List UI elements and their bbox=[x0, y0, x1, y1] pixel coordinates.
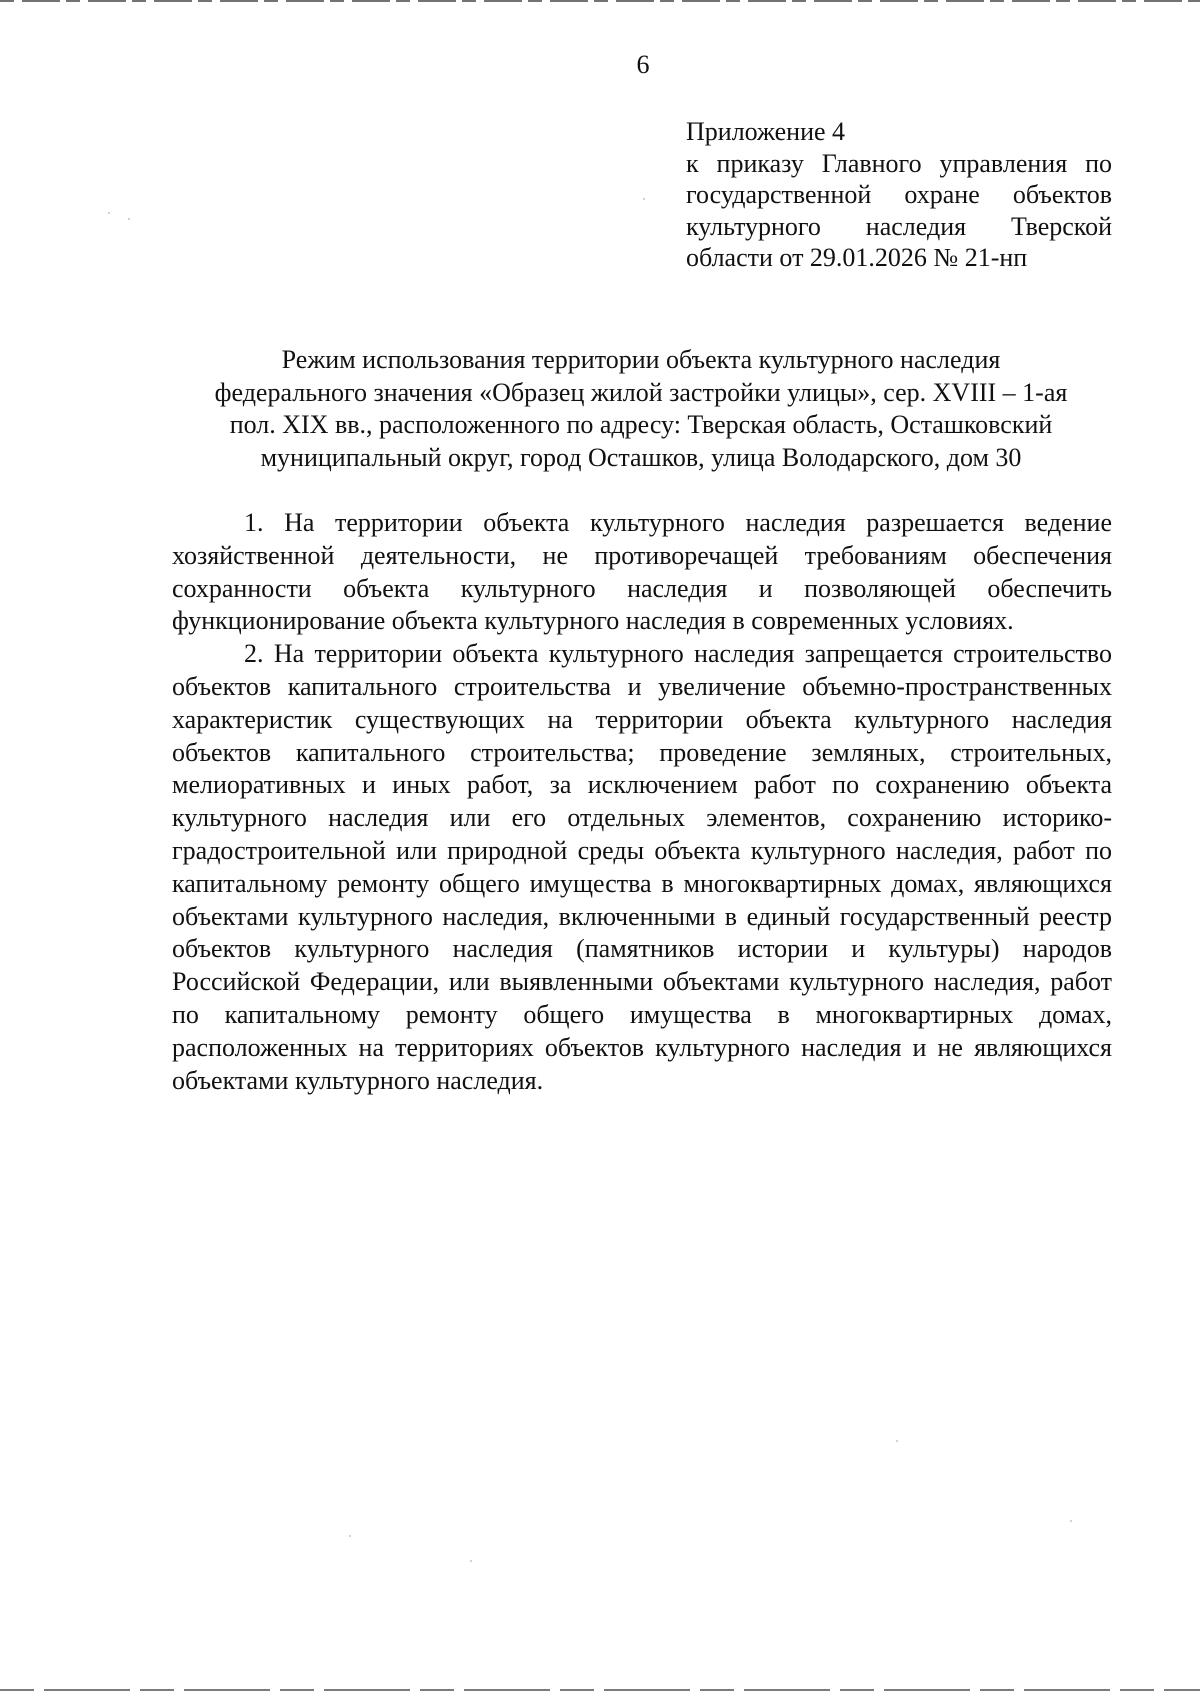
appendix-line: государственной охране объектов bbox=[686, 180, 1112, 209]
appendix-line: к приказу Главного управления по bbox=[686, 148, 1112, 178]
scan-edge-bottom bbox=[0, 1689, 1200, 1691]
appendix-title: Приложение 4 bbox=[686, 117, 846, 146]
scan-speck bbox=[470, 1560, 472, 1562]
scan-speck bbox=[349, 1535, 351, 1537]
document-body bbox=[172, 507, 1112, 1097]
scan-speck bbox=[128, 218, 130, 220]
document-title-line: федерального значения «Образец жилой застройки улицы», сер. XVIII – 1-ая bbox=[214, 377, 1068, 407]
document-title-line: пол. XIX вв., расположенного по адресу: Тверская область, Осташковский bbox=[229, 410, 1053, 439]
document-title bbox=[170, 344, 1112, 474]
scan-edge-top bbox=[0, 0, 1200, 2]
appendix-line: культурного наследия Тверской bbox=[686, 211, 1112, 241]
scan-speck bbox=[896, 1440, 898, 1442]
document-title-line: Режим использования территории объекта культурного наследия bbox=[281, 345, 1001, 374]
scan-speck bbox=[1070, 1520, 1072, 1522]
appendix-block bbox=[686, 116, 1112, 274]
scan-speck bbox=[108, 212, 110, 214]
paragraph-1: 1. На территории объекта культурного наследия разрешается ведение хозяйственной деятельности, не противоречащей требованиям обеспечения сохранности объекта культурного наследия и позволяющей обеспечить функционирование объекта культурного наследия в современных условиях. bbox=[172, 508, 1112, 636]
document-title-line: муниципальный округ, город Осташков, улица Володарского, дом 30 bbox=[260, 442, 1022, 472]
appendix-line: области от 29.01.2026 № 21-нп bbox=[686, 243, 1028, 272]
scan-speck bbox=[643, 198, 645, 200]
page-number: 6 bbox=[636, 50, 650, 79]
paragraph-2: 2. На территории объекта культурного наследия запрещается строительство объектов капитального строительства и увеличение объемно-пространственных характеристик существующих на территории объекта культурного наследия объектов капитального строительства; проведение земляных, строительных, мелиоративных и иных работ, за исключением работ по сохранению объекта культурного наследия или его отдельных элементов, сохранению историко-градостроительной или природной среды объекта культурного наследия, работ по капитальному ремонту общего имущества в многоквартирных домах, являющихся объектами культурного наследия, включенными в единый государственный реестр объектов культурного наследия (памятников истории и культуры) народов Российской Федерации, или выявленными объектами культурного наследия, работ по капитальному ремонту общего имущества в многоквартирных домах, расположенных на территориях объектов культурного наследия и не являющихся объектами культурного наследия. bbox=[172, 639, 1112, 1095]
